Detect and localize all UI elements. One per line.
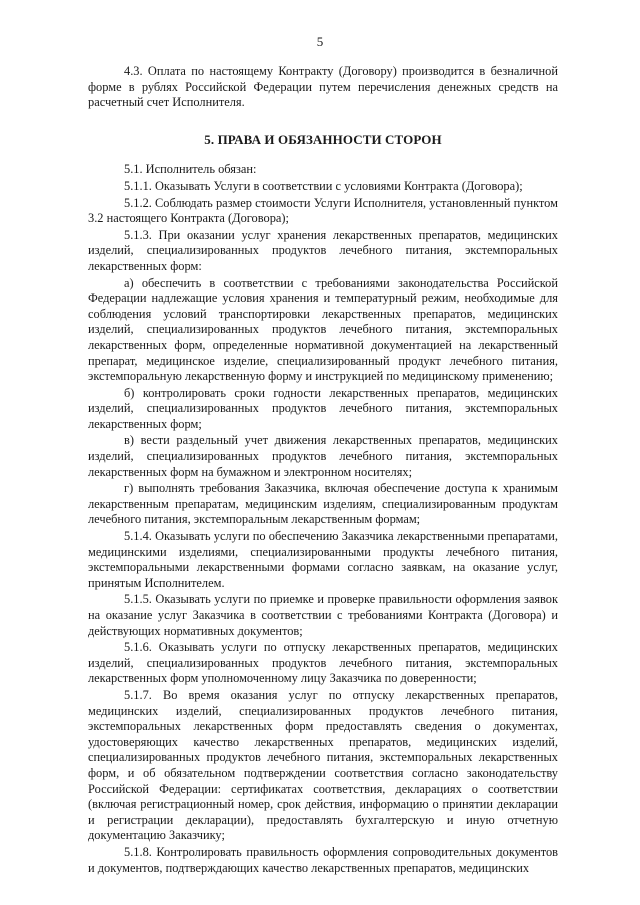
- page-number: 5: [316, 34, 324, 49]
- section-title: 5. ПРАВА И ОБЯЗАННОСТИ СТОРОН: [204, 131, 442, 147]
- clause-5-1-4: 5.1.4. Оказывать услуги по обеспечению Заказчика лекарственными препаратами, медицинскими изделиями, специализированными продукты лечебного питания, экстемпоральными лекарственными формами согласно заявкам, на оказание услуг, принятым Исполнителем.: [88, 529, 558, 590]
- document-body: [88, 64, 558, 877]
- clause-5-1-7: 5.1.7. Во время оказания услуг по отпуску лекарственных препаратов, медицинских изделий, специализированных продуктов лечебного питания, экстемпоральных лекарственных форм предоставлять сведения о документах, удостоверяющих качество лекарственных препаратов, медицинских изделий, специализированных продуктов лечебного питания, экстемпоральных лекарственных форм, и об обязательном подтверждении соответствия согласно законодательству Российской Федерации: сертификатах соответствия, декларациях о соответствии (включая регистрационный номер, срок действия, информацию о принятии декларации и регистрации декларации), предоставлять бухгалтерскую и иную отчетную документацию Заказчику;: [88, 687, 558, 843]
- clause-4-3: 4.3. Оплата по настоящему Контракту (Договору) производится в безналичной форме в рублях Российской Федерации путем перечисления денежных средств на расчетный счет Исполнителя.: [88, 64, 558, 110]
- clause-5-1-1: 5.1.1. Оказывать Услуги в соответствии с условиями Контракта (Договора);: [124, 178, 523, 193]
- clause-5-1-3: 5.1.3. При оказании услуг хранения лекарственных препаратов, медицинских изделий, специализированных продуктов лечебного питания, экстемпоральных лекарственных форм:: [88, 227, 558, 273]
- clause-5-1-3-a: а) обеспечить в соответствии с требованиями законодательства Российской Федерации надлежащие условия хранения и температурный режим, необходимые для соблюдения условий транспортировки лекарственных препаратов, медицинских изделий, специализированных продуктов лечебного питания, экстемпоральных лекарственных форм, определенные нормативной документацией на лекарственный препарат, медицинское изделие, специализированный продукт лечебного питания, экстемпоральную лекарственную форму и инструкцией по медицинскому применению;: [88, 275, 558, 384]
- clause-5-1-5: 5.1.5. Оказывать услуги по приемке и проверке правильности оформления заявок на оказание услуг Заказчика в соответствии с требованиями Контракта (Договора) и действующих нормативных документов;: [88, 592, 558, 638]
- clause-5-1-8: 5.1.8. Контролировать правильность оформления сопроводительных документов и документов, подтверждающих качество лекарственных препаратов, медицинских: [88, 844, 558, 875]
- clause-5-1-6: 5.1.6. Оказывать услуги по отпуску лекарственных препаратов, медицинских изделий, специализированных продуктов лечебного питания, экстемпоральных лекарственных форм уполномоченному лицу Заказчика по доверенности;: [88, 640, 558, 686]
- clause-5-1-2: 5.1.2. Соблюдать размер стоимости Услуги Исполнителя, установленный пунктом 3.2 настоящего Контракта (Договора);: [88, 195, 558, 226]
- clause-5-1-3-v: в) вести раздельный учет движения лекарственных препаратов, медицинских изделий, специализированных продуктов лечебного питания, экстемпоральных лекарственных форм на бумажном и электронном носителях;: [88, 433, 558, 479]
- clause-5-1: 5.1. Исполнитель обязан:: [124, 162, 257, 177]
- clause-5-1-3-g: г) выполнять требования Заказчика, включая обеспечение доступа к хранимым лекарственным препаратам, медицинским изделиям, специализированным продуктам лечебного питания, экстемпоральным лекарственным формам;: [88, 481, 558, 527]
- clause-5-1-3-b: б) контролировать сроки годности лекарственных препаратов, медицинских изделий, специализированных продуктов лечебного питания, экстемпоральных лекарственных форм;: [88, 385, 558, 431]
